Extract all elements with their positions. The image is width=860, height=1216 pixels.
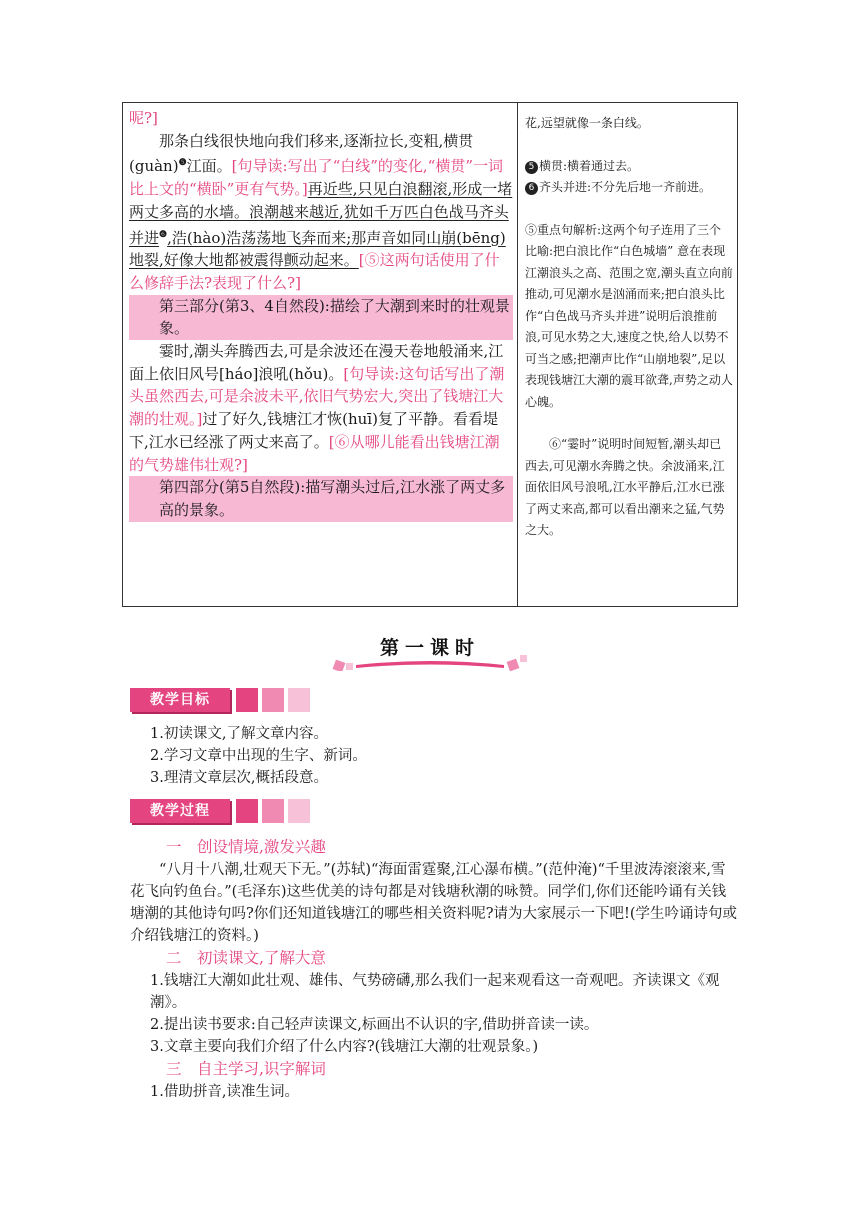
sentence-guide: [句导读:写出了“白线”的变化,“横贯”一词比上文的“横卧”更有气势。] bbox=[129, 157, 504, 199]
goals-label: 教学目标 bbox=[130, 688, 230, 712]
process-content bbox=[130, 836, 740, 1103]
step-2-title: 二 初读课文,了解大意 bbox=[166, 949, 326, 967]
text-column bbox=[129, 107, 513, 522]
step-1-title: 一 创设情境,激发兴趣 bbox=[166, 838, 326, 856]
header-square bbox=[288, 688, 310, 712]
section-3-summary: 第三部分(第3、4自然段):描绘了大潮到来时的壮观景象。 bbox=[129, 295, 513, 340]
analysis-6: ⑥“霎时”说明时间短暂,潮头却已西去,可见潮水奔腾之快。余波涌来,江面依旧风号浪吼,江水平静后,江水已涨了两丈来高,都可以看出潮来之猛,气势之大。 bbox=[525, 437, 725, 537]
key-sentence-cont: ,浩(hào)浩荡荡地飞奔而来;那声音如同山崩(bēng)地裂,好像大地都被震得颤动起来。 bbox=[129, 228, 506, 270]
step-2-item: 1.钱塘江大潮如此壮观、雄伟、气势磅礴,那么我们一起来观看这一奇观吧。齐读课文《观潮》。 bbox=[150, 973, 720, 1011]
title-decoration bbox=[330, 655, 530, 671]
notes-column bbox=[525, 113, 733, 542]
process-header bbox=[130, 799, 325, 825]
lesson-title: 第一课时 bbox=[379, 637, 480, 659]
goals-list bbox=[130, 723, 740, 789]
sentence-guide-2: [句导读:这句话写出了潮头虽然西去,可是余波未平,依旧气势宏大,突出了钱塘江大潮的壮观。] bbox=[129, 364, 505, 429]
step-3-item: 1.借助拼音,读准生词。 bbox=[150, 1084, 299, 1100]
header-square bbox=[262, 799, 284, 823]
question-tail: 呢?] bbox=[129, 109, 158, 127]
goal-item: 3.理清文章层次,概括段意。 bbox=[150, 770, 328, 786]
question-5: [⑤这两句话使用了什么修辞手法?表现了什么?] bbox=[129, 251, 500, 292]
question-6: [⑥从哪儿能看出钱塘江潮的气势雄伟壮观?] bbox=[129, 432, 500, 474]
analysis-5: ⑤重点句解析:这两个句子连用了三个比喻:把白浪比作“白色城墙” 意在表现江潮浪头之高、范围之宽,潮头直立向前推动,可见潮水是汹涌而来;把白浪头比作“白色战马齐头并进”说明后浪推前浪,可见水势之大,速度之快,给人以势不可当之感;把潮声比作“山崩地裂”,足以表现钱塘江大潮的震耳欲聋,声势之动人心魄。 bbox=[525, 222, 733, 409]
goal-item: 2.学习文章中出现的生字、新词。 bbox=[150, 748, 367, 764]
key-sentence: 再近些,只见白浪翻滚,形成一堵两丈多高的水墙。浪潮越来越近,犹如千万匹白色战马齐头并进 bbox=[129, 180, 513, 247]
note-continued: 花,远望就像一条白线。 bbox=[525, 116, 649, 130]
paragraph-4: 霎时,潮头奔腾西去,可是余波还在漫天卷地般涌来,江面上依旧风号[háo]浪吼(hǒu)。[句导读:这句话写出了潮头虽然西去,可是余波未平,依旧气势宏大,突出了钱塘江大潮的壮观。]过了好久,钱塘江才恢(huī)复了平静。看看堤下,江水已经涨了两丈来高了。[⑥从哪儿能看出钱塘江潮的气势雄伟壮观?] bbox=[129, 342, 505, 474]
process-label: 教学过程 bbox=[130, 799, 230, 823]
step-2-item: 3.文章主要向我们介绍了什么内容?(钱塘江大潮的壮观景象。) bbox=[150, 1039, 539, 1055]
header-square bbox=[236, 799, 258, 823]
note-6: 6 齐头并进:不分先后地一齐前进。 bbox=[525, 177, 733, 199]
step-2-item: 2.提出读书要求:自己轻声读课文,标画出不认识的字,借助拼音读一读。 bbox=[150, 1017, 599, 1033]
header-square bbox=[262, 688, 284, 712]
header-square bbox=[288, 799, 310, 823]
note-5: 5 横贯:横着通过去。 bbox=[525, 156, 733, 178]
goal-item: 1.初读课文,了解文章内容。 bbox=[150, 726, 328, 742]
paragraph-3: 那条白线很快地向我们移来,逐渐拉长,变粗,横贯 (guàn)$^❺$江面。[句导读:写出了“白线”的变化,“横贯”一词比上文的“横卧”更有气势。]再近些,只见白浪翻滚,形成一堵两丈多高的水墙。浪潮越来越近,犹如千万匹白色战马齐头并进$^❻$,浩(hào)浩荡荡地飞奔而来;那声音如同山崩(bēng)地裂,好像大地都被震得颤动起来。[⑤这两句话使用了什么修辞手法?表现了什么?] bbox=[129, 131, 513, 292]
column-divider bbox=[517, 103, 518, 606]
step-1-text: “八月十八潮,壮观天下无。”(苏轼)“海面雷霆聚,江心瀑布横。”(范仲淹)“千里波涛滚滚来,雪花飞向钓鱼台。”(毛泽东)这些优美的诗句都是对钱塘秋潮的咏赞。同学们,你们还能吟诵有关钱塘潮的其他诗句吗?你们还知道钱塘江的哪些相关资料呢?请为大家展示一下吧!(学生吟诵诗句或介绍钱塘江的资料。) bbox=[130, 862, 738, 944]
header-square bbox=[236, 688, 258, 712]
section-4-summary: 第四部分(第5自然段):描写潮头过后,江水涨了两丈多高的景象。 bbox=[129, 476, 513, 521]
goals-header bbox=[130, 688, 325, 714]
lesson-table bbox=[122, 102, 738, 607]
step-3-title: 三 自主学习,识字解词 bbox=[166, 1060, 326, 1078]
